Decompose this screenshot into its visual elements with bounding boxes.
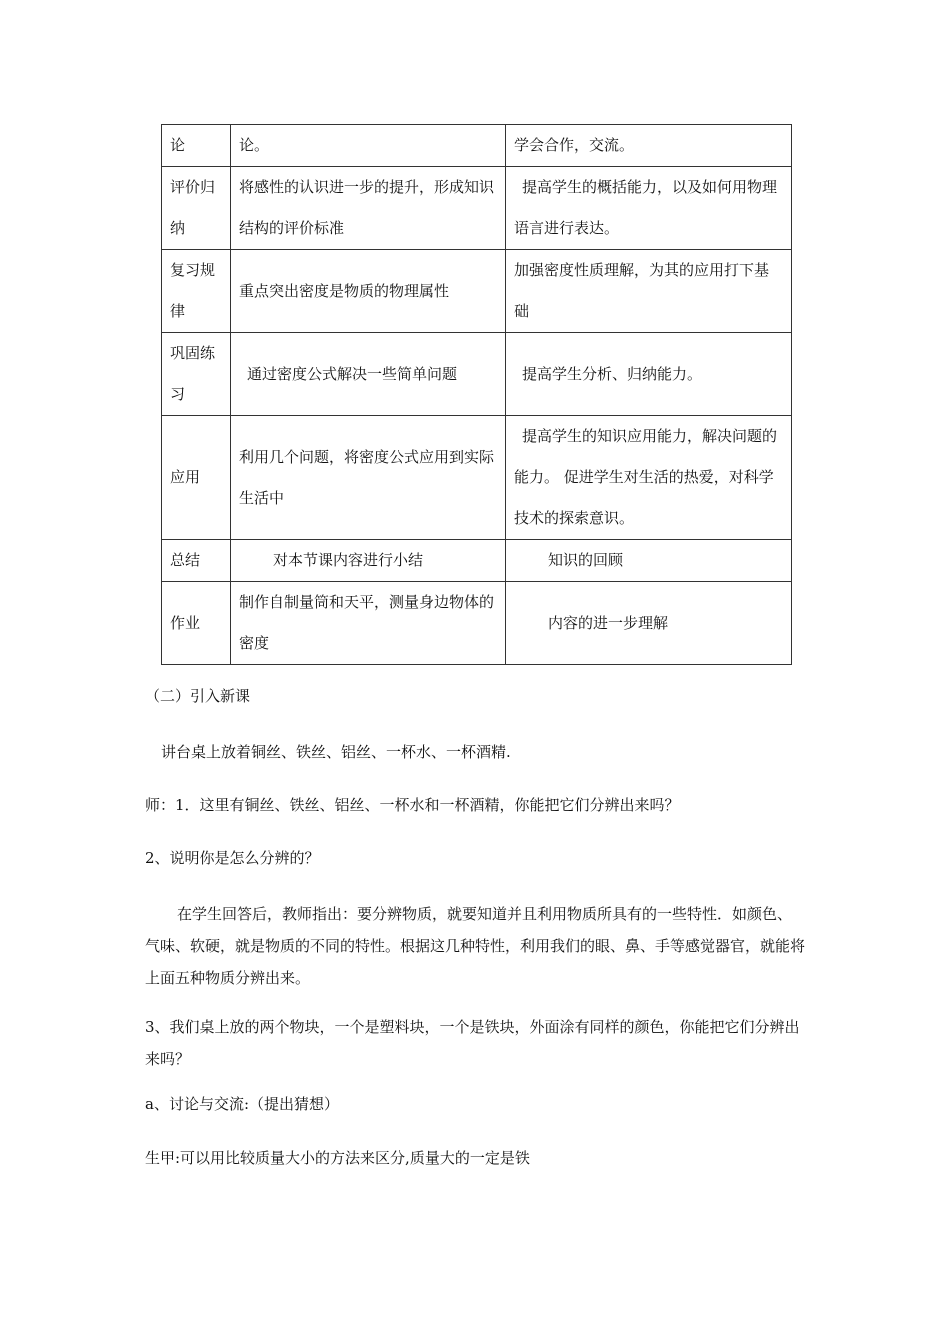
purpose-text: 提高学生的概括能力，以及如何用物理语言进行表达。 [514, 178, 778, 237]
stage-cell: 巩固练习 [162, 333, 231, 416]
question-3: 3、我们桌上放的两个物块，一个是塑料块，一个是铁块，外面涂有同样的颜色，你能把它们分辨出来吗？ [145, 1018, 800, 1068]
lesson-plan-table [161, 124, 792, 665]
purpose-cell [506, 582, 792, 665]
table-row [162, 540, 792, 582]
content-cell: 利用几个问题，将密度公式应用到实际生活中 [231, 416, 506, 540]
content-text: 对本节课内容进行小结 [273, 551, 424, 569]
question-1: 师：1．这里有铜丝、铁丝、铝丝、一杯水和一杯酒精，你能把它们分辨出来吗？ [145, 796, 680, 814]
stage-cell: 总结 [162, 540, 231, 582]
purpose-cell: 加强密度性质理解，为其的应用打下基础 [506, 250, 792, 333]
section-heading: （二）引入新课 [145, 687, 251, 705]
purpose-text: 提高学生分析、归纳能力。 [522, 364, 703, 383]
student-a-answer: 生甲:可以用比较质量大小的方法来区分,质量大的一定是铁 [145, 1149, 530, 1167]
stage-cell: 评价归纳 [162, 167, 231, 250]
table-row [162, 582, 792, 665]
purpose-cell [506, 167, 792, 250]
purpose-cell: 学会合作，交流。 [506, 125, 792, 167]
content-text: 通过密度公式解决一些简单问题 [247, 364, 458, 383]
discussion-heading: a、讨论与交流:（提出猜想） [145, 1095, 339, 1113]
table-row [162, 333, 792, 416]
purpose-text: 内容的进一步理解 [548, 613, 669, 632]
intro-paragraph: 讲台桌上放着铜丝、铁丝、铝丝、一杯水、一杯酒精. [161, 743, 511, 761]
purpose-cell [506, 540, 792, 582]
stage-cell: 论 [162, 125, 231, 167]
purpose-cell [506, 416, 792, 540]
content-cell: 制作自制量筒和天平，测量身边物体的密度 [231, 582, 506, 665]
stage-cell: 作业 [162, 582, 231, 665]
table-row [162, 125, 792, 167]
content-cell: 重点突出密度是物质的物理属性 [231, 250, 506, 333]
content-cell [231, 540, 506, 582]
stage-cell: 复习规律 [162, 250, 231, 333]
table-row [162, 250, 792, 333]
teacher-point-paragraph: 在学生回答后，教师指出：要分辨物质，就要知道并且利用物质所具有的一些特性．如颜色、气味、软硬，就是物质的不同的特性。根据这几种特性，利用我们的眼、鼻、手等感觉器官，就能将上面五种物质分辨出来。 [145, 905, 806, 987]
table-row [162, 167, 792, 250]
content-cell: 将感性的认识进一步的提升，形成知识结构的评价标准 [231, 167, 506, 250]
stage-cell: 应用 [162, 416, 231, 540]
purpose-text: 提高学生的知识应用能力，解决问题的能力。 促进学生对生活的热爱，对科学技术的探索意识。 [514, 427, 778, 527]
content-cell: 论。 [231, 125, 506, 167]
table-row [162, 416, 792, 540]
content-cell [231, 333, 506, 416]
purpose-text: 知识的回顾 [548, 551, 624, 569]
purpose-cell [506, 333, 792, 416]
question-2: 2、说明你是怎么分辨的？ [145, 849, 320, 867]
